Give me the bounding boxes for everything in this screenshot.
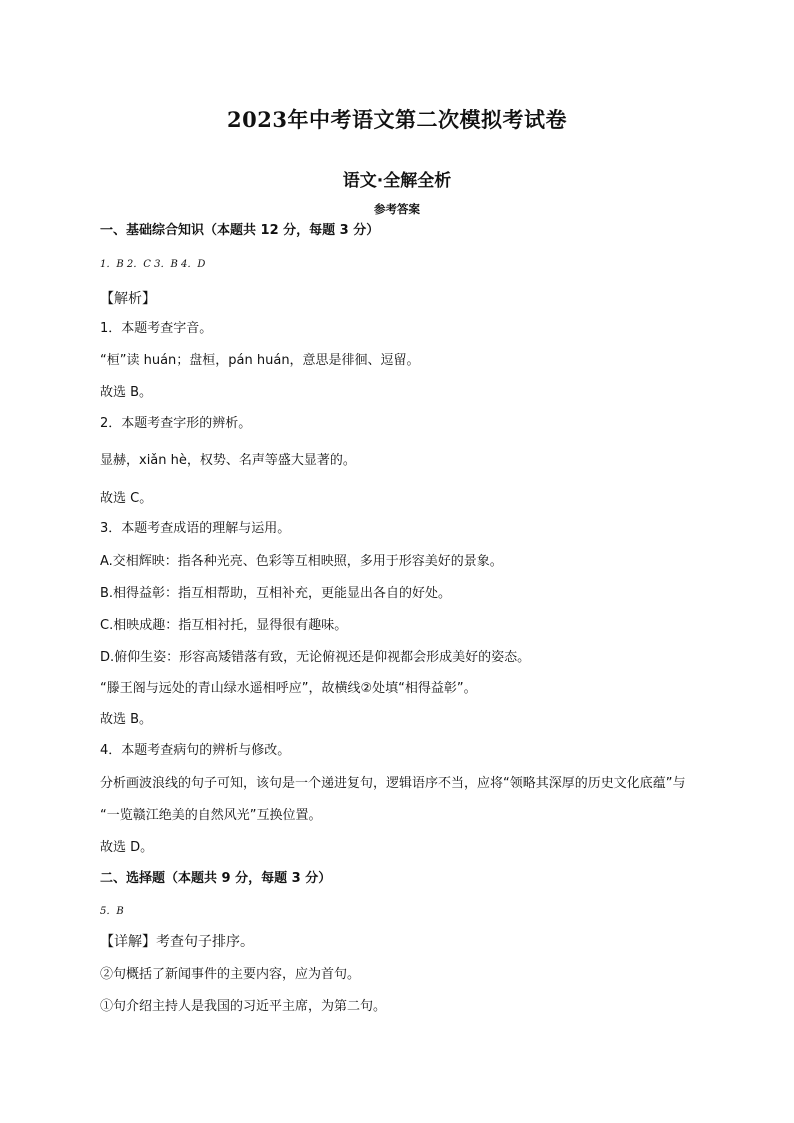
q2-detail: 显赫，xiǎn hè，权势、名声等盛大显著的。: [100, 453, 356, 468]
analysis-label: 【解析】: [100, 291, 156, 307]
section2-line1: ②句概括了新闻事件的主要内容，应为首句。: [100, 967, 361, 982]
q2-choice: 故选 C。: [100, 491, 153, 506]
q3-option-d: D.俯仰生姿：形容高矮错落有致，无论俯视还是仰视都会形成美好的姿态。: [100, 650, 531, 665]
q3-option-c: C.相映成趣：指互相衬托，显得很有趣味。: [100, 618, 348, 633]
q4-choice: 故选 D。: [100, 840, 154, 855]
q1-detail: “桓”读 huán；盘桓，pán huán，意思是徘徊、逗留。: [100, 353, 420, 368]
section1-answers: 1．B 2．C 3．B 4．D: [100, 259, 206, 270]
section2-detail-label: 【详解】考查句子排序。: [100, 934, 254, 950]
q1-choice: 故选 B。: [100, 385, 153, 400]
q3-option-a: A.交相辉映：指各种光亮、色彩等互相映照，多用于形容美好的景象。: [100, 554, 503, 569]
q2-intro: 2．本题考查字形的辨析。: [100, 416, 252, 431]
q1-intro: 1．本题考查字音。: [100, 321, 213, 336]
page-subtitle: 语文·全解全析: [342, 171, 452, 191]
section2-answer: 5．B: [100, 906, 124, 917]
q3-detail: “滕王阁与远处的青山绿水遥相呼应”，故横线②处填“相得益彰”。: [100, 681, 477, 696]
q4-intro: 4．本题考查病句的辨析与修改。: [100, 743, 291, 758]
section1-heading: 一、基础综合知识（本题共 12 分，每题 3 分）: [100, 223, 380, 238]
q3-option-b: B.相得益彰：指互相帮助，互相补充，更能显出各自的好处。: [100, 586, 452, 601]
section2-line2: ①句介绍主持人是我国的习近平主席，为第二句。: [100, 999, 387, 1014]
q4-detail-line2: “一览赣江绝美的自然风光”互换位置。: [100, 808, 322, 823]
q3-choice: 故选 B。: [100, 712, 153, 727]
section2-heading: 二、选择题（本题共 9 分，每题 3 分）: [100, 871, 332, 886]
answer-heading: 参考答案: [374, 202, 420, 216]
q4-detail-line1: 分析画波浪线的句子可知，该句是一个递进复句，逻辑语序不当，应将“领略其深厚的历史文化底蕴”与: [100, 776, 686, 791]
q3-intro: 3．本题考查成语的理解与运用。: [100, 521, 291, 536]
page-title: 2023年中考语文第二次模拟考试卷: [227, 107, 567, 132]
